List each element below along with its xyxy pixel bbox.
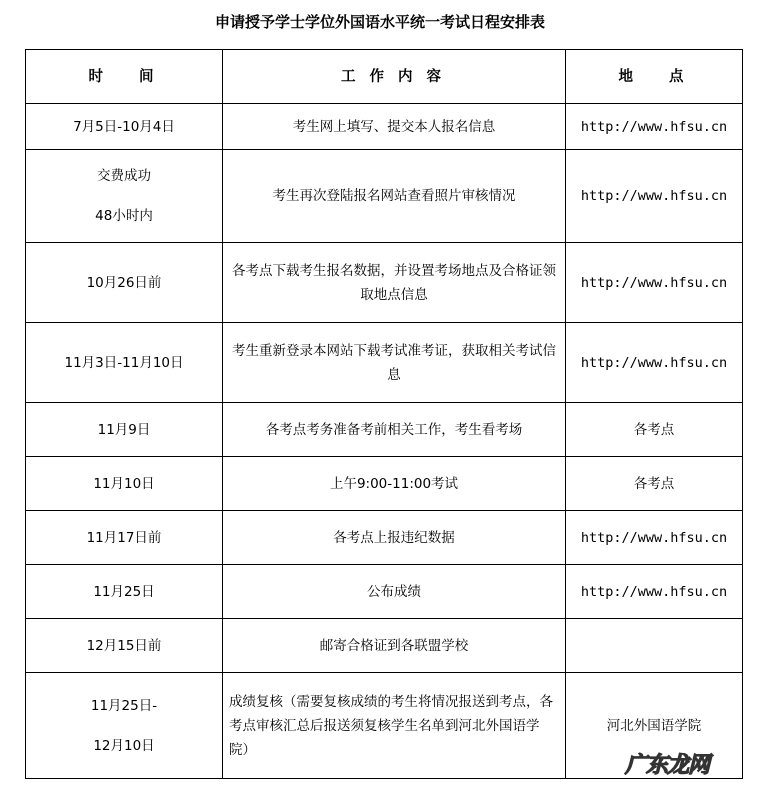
table-row	[26, 511, 743, 565]
cell-time: 7月5日-10月4日	[26, 104, 223, 150]
cell-location-link[interactable]: http://www.hfsu.cn	[566, 565, 743, 619]
cell-content: 考生网上填写、提交本人报名信息	[223, 104, 566, 150]
page-title: 申请授予学士学位外国语水平统一考试日程安排表	[214, 13, 545, 31]
table-row	[26, 243, 743, 323]
cell-content: 考生重新登录本网站下载考试准考证，获取相关考试信息	[223, 323, 566, 403]
cell-location: 各考点	[566, 457, 743, 511]
table-row	[26, 565, 743, 619]
table-row	[26, 150, 743, 243]
cell-location-link[interactable]: http://www.hfsu.cn	[566, 150, 743, 243]
table-row	[26, 403, 743, 457]
header-location: 地点	[566, 50, 743, 104]
cell-time: 11月9日	[26, 403, 223, 457]
cell-location-link[interactable]: http://www.hfsu.cn	[566, 511, 743, 565]
table-row	[26, 323, 743, 403]
cell-location-link[interactable]: http://www.hfsu.cn	[566, 104, 743, 150]
cell-content: 各考点考务准备考前相关工作，考生看考场	[223, 403, 566, 457]
cell-time: 11月10日	[26, 457, 223, 511]
cell-content: 上午9:00-11:00考试	[223, 457, 566, 511]
cell-content: 考生再次登陆报名网站查看照片审核情况	[223, 150, 566, 243]
cell-time: 11月3日-11月10日	[26, 323, 223, 403]
cell-time: 12月15日前	[26, 619, 223, 673]
cell-time: 10月26日前	[26, 243, 223, 323]
cell-time: 11月25日- 12月10日	[26, 673, 223, 779]
cell-location-link[interactable]: http://www.hfsu.cn	[566, 323, 743, 403]
table-row	[26, 104, 743, 150]
cell-content: 各考点上报违纪数据	[223, 511, 566, 565]
cell-content: 成绩复核（需要复核成绩的考生将情况报送到考点，各考点审核汇总后报送须复核学生名单到河北外国语学院）	[223, 673, 566, 779]
cell-content: 各考点下载考生报名数据，并设置考场地点及合格证领取地点信息	[223, 243, 566, 323]
cell-location-link[interactable]: http://www.hfsu.cn	[566, 243, 743, 323]
cell-location: 河北外国语学院	[566, 673, 743, 779]
cell-time: 11月25日	[26, 565, 223, 619]
table-row	[26, 457, 743, 511]
table-row	[26, 619, 743, 673]
header-content: 工作内容	[223, 50, 566, 104]
table-header-row	[26, 50, 743, 104]
cell-location-empty	[566, 619, 743, 673]
watermark-logo: 广东龙网	[625, 753, 710, 778]
cell-content: 公布成绩	[223, 565, 566, 619]
header-time: 时间	[26, 50, 223, 104]
exam-schedule-table	[25, 49, 743, 779]
cell-content: 邮寄合格证到各联盟学校	[223, 619, 566, 673]
cell-location: 各考点	[566, 403, 743, 457]
cell-time: 交费成功 48小时内	[26, 150, 223, 243]
cell-time: 11月17日前	[26, 511, 223, 565]
